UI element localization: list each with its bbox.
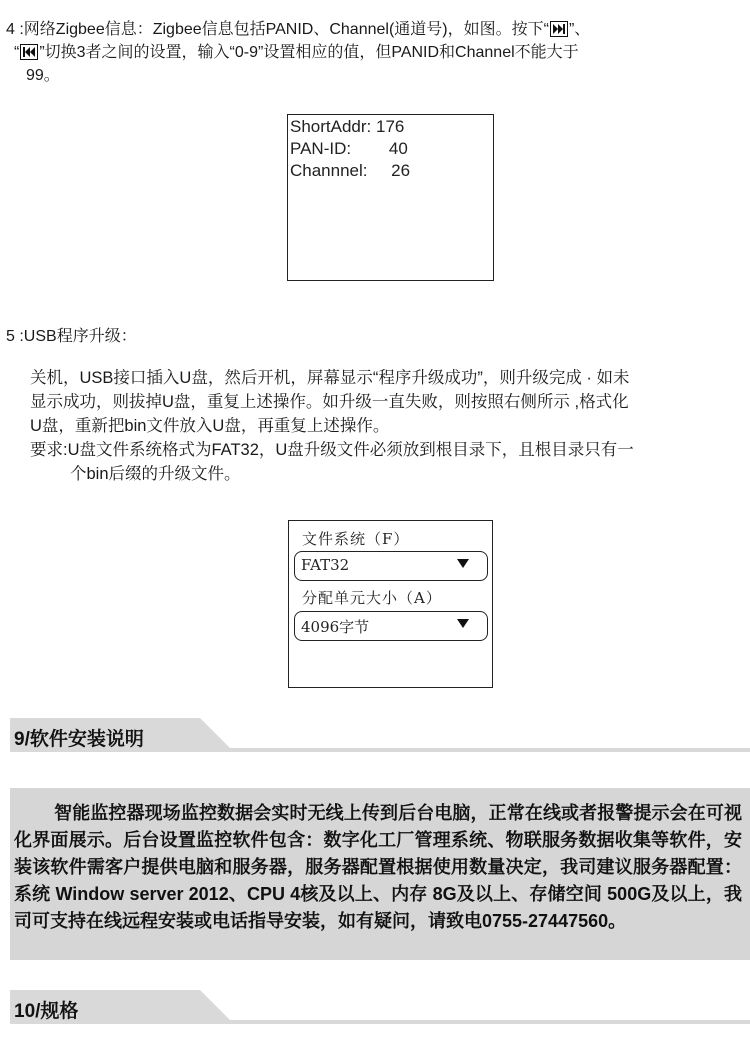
section5-p4: 要求:U盘文件系统格式为FAT32，U盘升级文件必须放到根目录下，且根目录只有一 [30, 441, 634, 459]
skip-back-icon [20, 44, 38, 60]
software-install-body: 智能监控器现场监控数据会实时无线上传到后台电脑，正常在线或者报警提示会在可视化界面展示。后台设置监控软件包含：数字化工厂管理系统、物联服务数据收集等软件，安装该软件需客户提供电脑和服务器，服务器配置根据使用数量决定，我司建议服务器配置：系统 Window server 2012、CPU 4核及以上、内存 8G及以上、存储空间 500G及以上，我司可支持在线远程安装或电话指导安装，如有疑问，请致电0755-27447560。 [14, 803, 742, 931]
section5-heading: 5 :USB程序升级： [6, 328, 137, 345]
allocation-unit-select[interactable] [294, 611, 488, 641]
file-system-select[interactable] [294, 551, 488, 581]
skip-forward-icon [550, 21, 568, 37]
section5-p1: 关机，USB接口插入U盘，然后开机，屏幕显示“程序升级成功”，则升级完成 · 如未 [30, 369, 630, 387]
section4-paragraph [6, 18, 746, 87]
section9-title: 9/软件安装说明 [14, 729, 144, 750]
allocation-unit-value: 4096字节 [301, 618, 370, 636]
section5-p2: 显示成功，则拔掉U盘，重复上述操作。如升级一直失败，则按照右侧所示 ,格式化 [30, 393, 629, 411]
section9-header [10, 718, 750, 754]
format-dialog [288, 520, 493, 688]
chevron-down-icon [457, 559, 469, 568]
section4-line1: 4 :网络Zigbee信息：Zigbee信息包括PANID、Channel(通道号)，如图。按下“ [6, 21, 549, 38]
lcd-short-addr: ShortAddr: 176 [290, 117, 405, 136]
section5-p3: U盘，重新把bin文件放入U盘，再重复上述操作。 [30, 417, 390, 435]
lcd-pan-id: PAN-ID: 40 [290, 139, 408, 158]
allocation-unit-label: 分配单元大小（A） [302, 589, 442, 607]
chevron-down-icon [457, 619, 469, 628]
section4-line2: ”切换3者之间的设置，输入“0-9”设置相应的值，但PANID和Channel不能大于 [39, 44, 579, 61]
file-system-label: 文件系统（F） [302, 530, 410, 548]
section10-header [10, 990, 750, 1026]
section5-paragraph [30, 366, 748, 486]
section4-line1-tail: ”、 [568, 21, 591, 38]
lcd-channel: Channnel: 26 [290, 161, 411, 180]
zigbee-lcd-screen [287, 114, 494, 281]
section5-p5: 个bin后缀的升级文件。 [70, 465, 241, 483]
section4-line2-head: “ [14, 44, 20, 61]
section10-title: 10/规格 [14, 1001, 79, 1022]
section4-line3: 99。 [26, 67, 60, 84]
software-install-text [14, 800, 742, 935]
file-system-value: FAT32 [301, 556, 350, 574]
